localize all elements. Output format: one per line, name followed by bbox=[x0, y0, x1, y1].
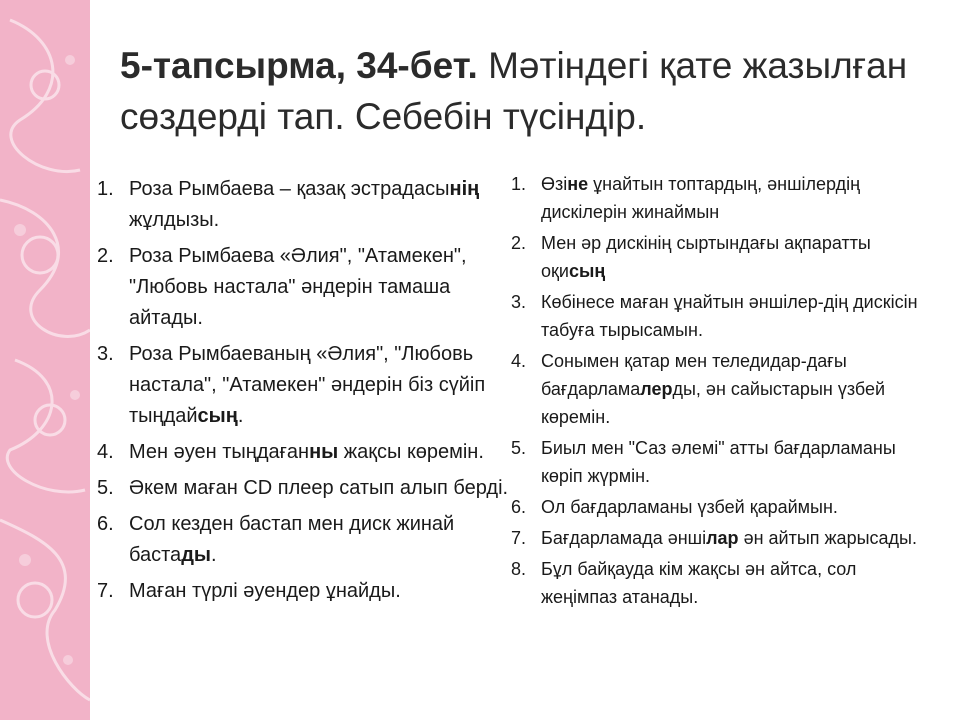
text-run: Әкем маған CD плеер сатып алып берді. bbox=[129, 477, 509, 499]
right-list-item bbox=[511, 347, 921, 431]
text-run: Сонымен қатар мен теледидар-дағы бағдарлама bbox=[541, 351, 847, 399]
item-number: 1. bbox=[97, 178, 114, 200]
emphasized-ending: сың bbox=[197, 405, 238, 427]
text-run: жұлдызы. bbox=[129, 209, 220, 231]
item-text bbox=[541, 288, 921, 344]
right-sentence-list bbox=[511, 170, 921, 614]
text-run: Маған түрлі әуендер ұнайды. bbox=[129, 580, 401, 602]
emphasized-ending: нің bbox=[449, 178, 480, 200]
item-text bbox=[541, 229, 921, 285]
right-list-item bbox=[511, 434, 921, 490]
emphasized-ending: лар bbox=[706, 528, 739, 548]
title-bold: 5-тапсырма, 34-бет. bbox=[120, 45, 478, 86]
item-number: 4. bbox=[511, 351, 527, 371]
left-list-item bbox=[97, 473, 517, 504]
left-list-item bbox=[97, 174, 517, 236]
item-text bbox=[129, 509, 517, 571]
decorative-ornament-strip bbox=[0, 0, 90, 720]
text-run: жақсы көремін. bbox=[338, 441, 484, 463]
title-rest: Мәтіндегі қате жазылған сөздерді тап. Себебін түсіндір. bbox=[120, 45, 908, 137]
item-number: 4. bbox=[97, 441, 114, 463]
item-text bbox=[129, 174, 517, 236]
item-number: 2. bbox=[97, 245, 114, 267]
text-run: ән айтып жарысады. bbox=[738, 528, 917, 548]
item-text bbox=[129, 339, 517, 432]
item-number: 5. bbox=[511, 438, 527, 458]
text-run: Сол кезден бастап мен диск жинай баста bbox=[129, 513, 455, 566]
text-run: Роза Рымбаева «Әлия", "Атамекен", "Любовь настала" әндерін тамаша айтады. bbox=[129, 245, 467, 329]
right-list-item bbox=[511, 493, 921, 521]
emphasized-ending: не bbox=[567, 174, 589, 194]
item-text bbox=[129, 437, 517, 468]
slide-title bbox=[120, 40, 920, 142]
item-text bbox=[129, 241, 517, 334]
left-list-item bbox=[97, 509, 517, 571]
emphasized-ending: сың bbox=[568, 261, 606, 281]
item-text bbox=[129, 473, 517, 504]
item-number: 7. bbox=[511, 528, 527, 548]
item-number: 1. bbox=[511, 174, 527, 194]
text-run: Ол бағдарламаны үзбей қараймын. bbox=[541, 497, 838, 517]
item-number: 6. bbox=[511, 497, 527, 517]
right-list-item bbox=[511, 524, 921, 552]
item-number: 2. bbox=[511, 233, 527, 253]
left-list-item bbox=[97, 339, 517, 432]
text-run: Роза Рымбаева – қазақ эстрадасы bbox=[129, 178, 450, 200]
text-run: Роза Рымбаеваның «Әлия", "Любовь настала", "Атамекен" әндерін біз сүйіп тыңдай bbox=[129, 343, 486, 427]
item-text bbox=[541, 347, 921, 431]
item-number: 3. bbox=[97, 343, 114, 365]
text-run: Бұл байқауда кім жақсы ән айтса, сол жеңімпаз атанады. bbox=[541, 559, 857, 607]
item-number: 3. bbox=[511, 292, 527, 312]
item-number: 8. bbox=[511, 559, 527, 579]
text-run: Мен әр дискінің сыртындағы ақпаратты оқи bbox=[541, 233, 871, 281]
item-number: 7. bbox=[97, 580, 114, 602]
right-list-item bbox=[511, 555, 921, 611]
item-text bbox=[541, 170, 921, 226]
text-run: Өзі bbox=[541, 174, 568, 194]
left-sentence-list bbox=[97, 174, 517, 612]
left-list-item bbox=[97, 576, 517, 607]
right-list-item bbox=[511, 288, 921, 344]
text-run: . bbox=[210, 544, 217, 566]
left-list-item bbox=[97, 241, 517, 334]
left-list-item bbox=[97, 437, 517, 468]
text-run: . bbox=[237, 405, 244, 427]
text-run: ды, ән сайыстарын үзбей көремін. bbox=[541, 379, 886, 427]
item-text bbox=[541, 524, 921, 552]
text-run: Бағдарламада әнші bbox=[541, 528, 707, 548]
text-run: ұнайтын топтардың, әншілердің дискілерін жинаймын bbox=[541, 174, 861, 222]
emphasized-ending: лер bbox=[640, 379, 673, 399]
right-list-item bbox=[511, 229, 921, 285]
item-number: 5. bbox=[97, 477, 114, 499]
emphasized-ending: ды bbox=[181, 544, 211, 566]
text-run: Биыл мен "Саз әлемі" атты бағдарламаны көріп жүрмін. bbox=[541, 438, 896, 486]
item-text bbox=[129, 576, 517, 607]
item-text bbox=[541, 555, 921, 611]
text-run: Көбінесе маған ұнайтын әншілер-дің дискісін табуға тырысамын. bbox=[541, 292, 918, 340]
item-number: 6. bbox=[97, 513, 114, 535]
item-text bbox=[541, 493, 921, 521]
item-text bbox=[541, 434, 921, 490]
text-run: Мен әуен тыңдаған bbox=[129, 441, 310, 463]
right-list-item bbox=[511, 170, 921, 226]
ornament-pattern bbox=[0, 0, 90, 720]
emphasized-ending: ны bbox=[309, 441, 339, 463]
